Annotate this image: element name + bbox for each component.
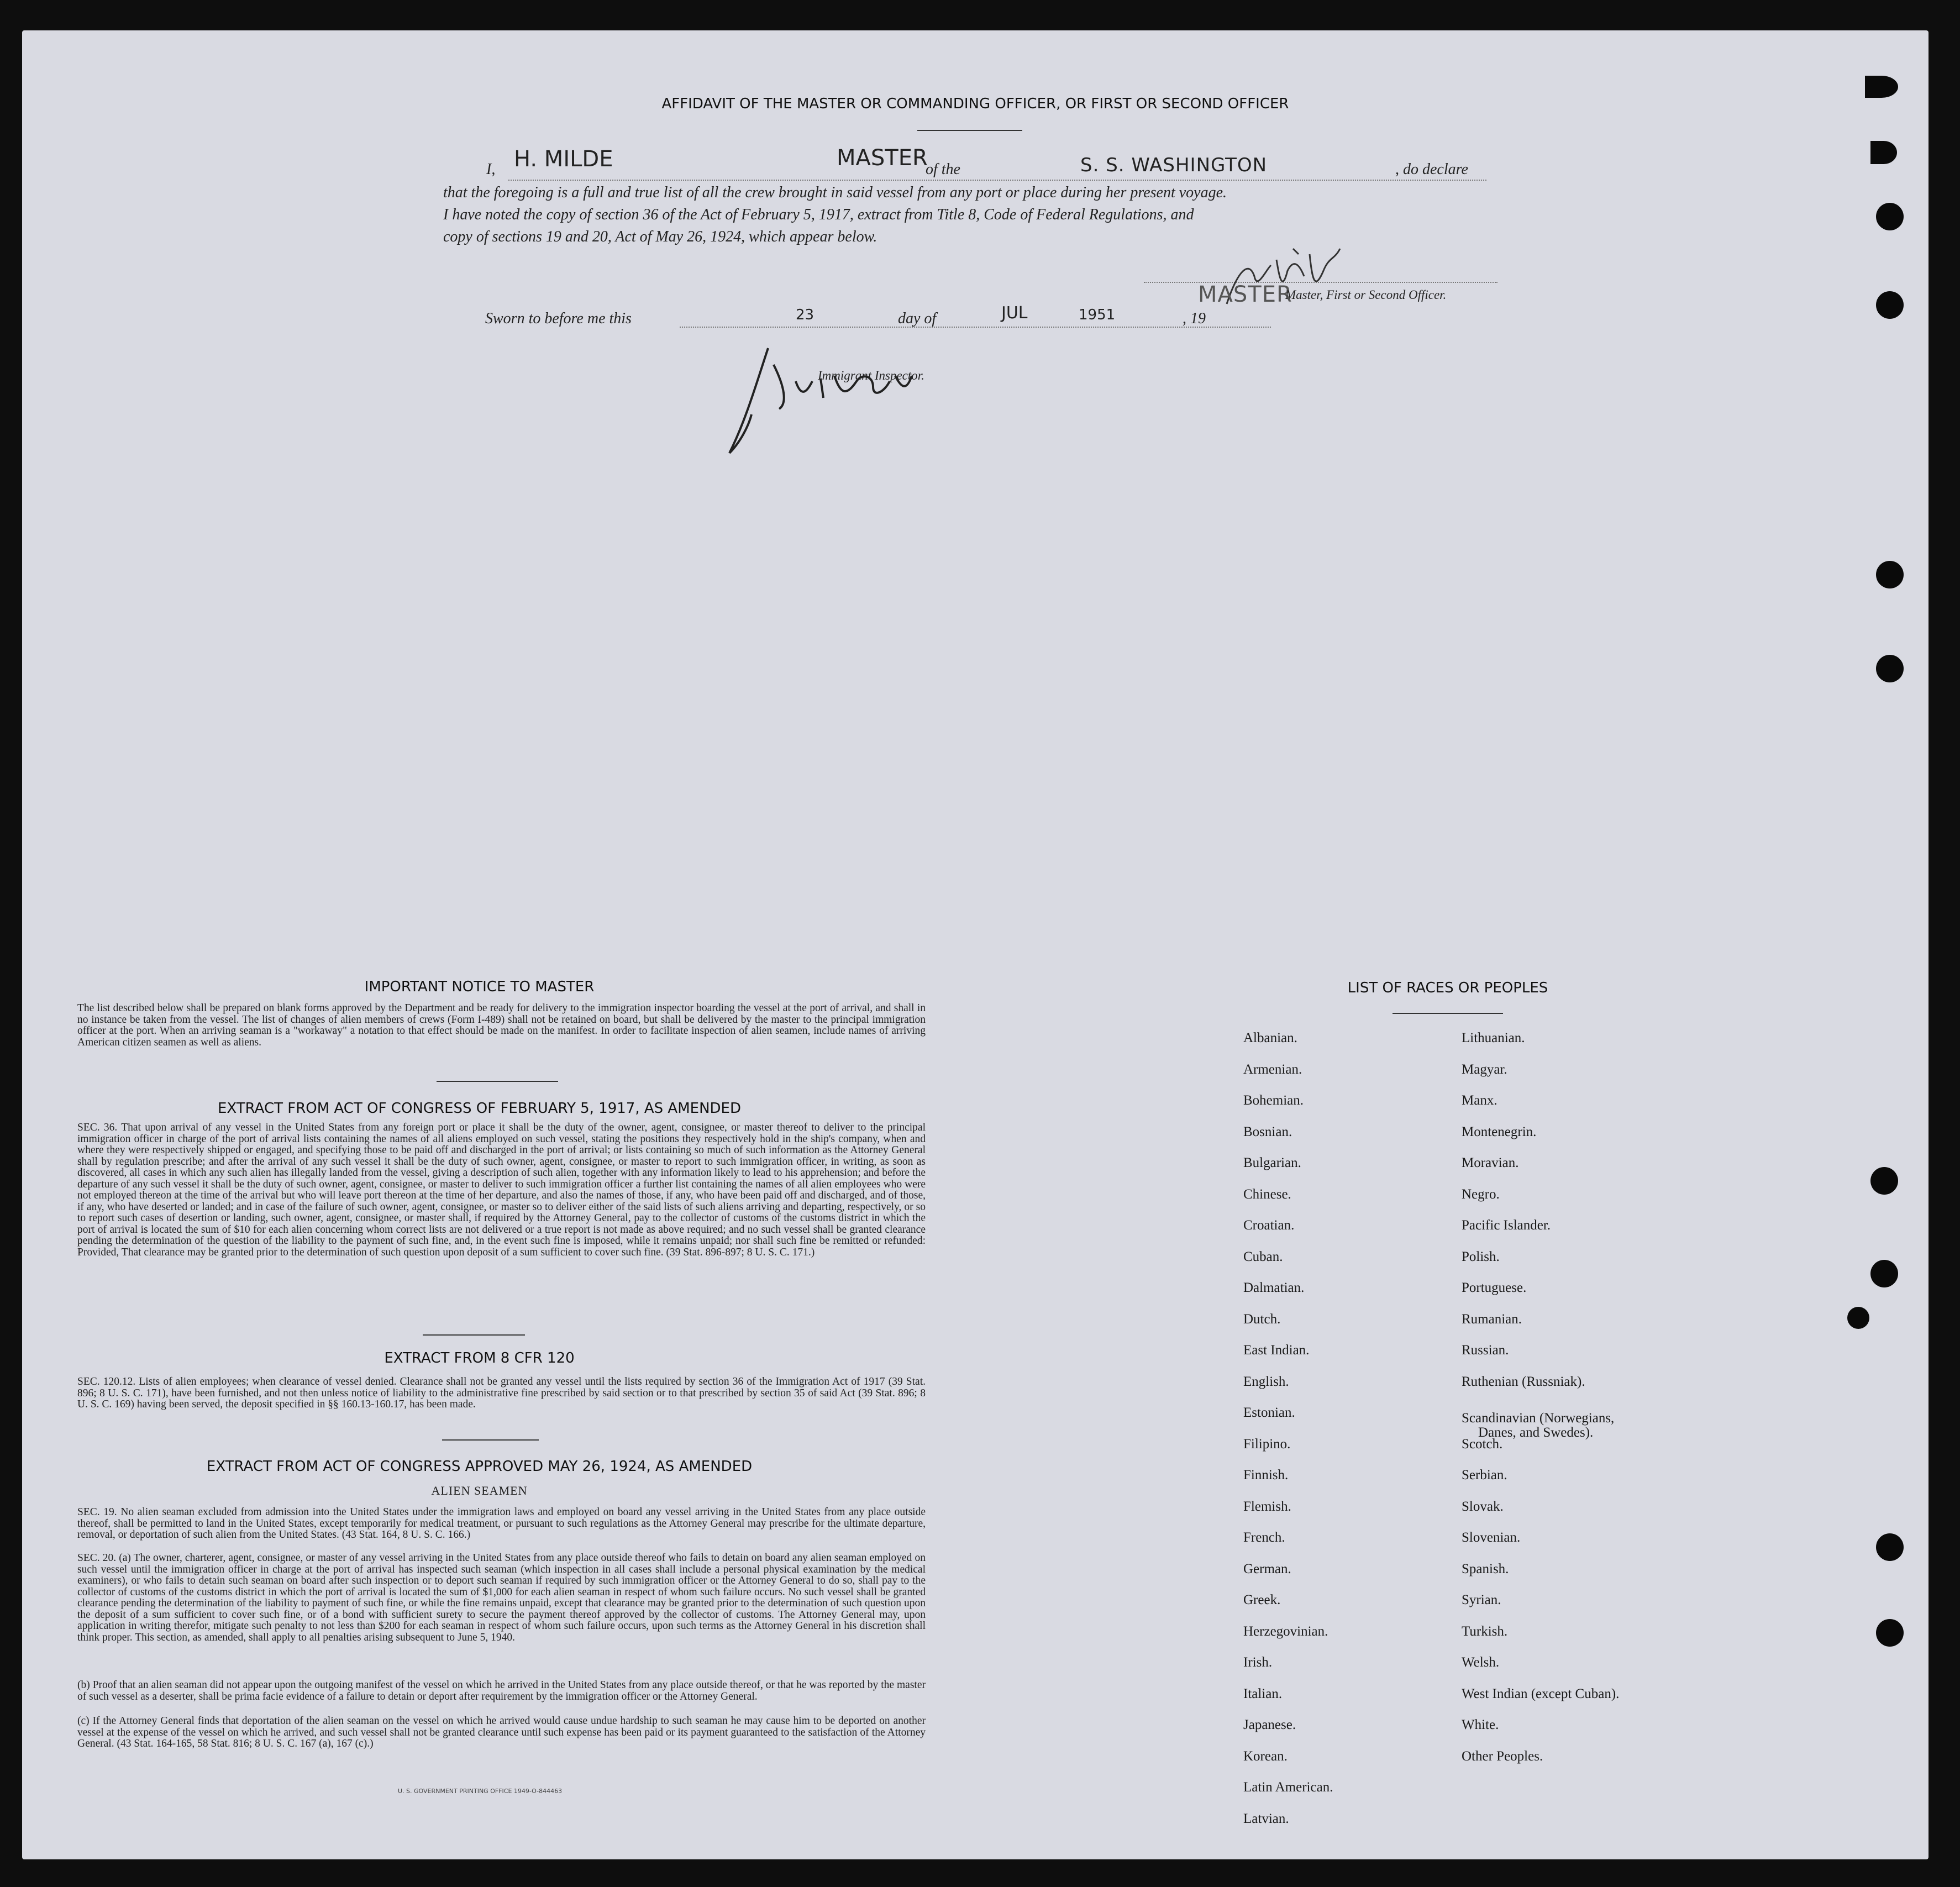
race-item: Slovak.	[1462, 1499, 1504, 1514]
punch-hole	[1876, 1619, 1904, 1647]
day-of-label: day of	[898, 310, 937, 327]
race-item: Polish.	[1462, 1249, 1500, 1264]
section-20a-text: SEC. 20. (a) The owner, charterer, agent, consignee, or master of any vessel arriving in the United States from any place outside thereof who fails to detain on board any alien seaman employed on such vessel until the immigration officer in charge at the port of arrival has inspected such seaman (which inspection in all cases shall include a personal physical examination by the medical examiners), or who fails to detain such seaman on board after such inspection or to deport such seaman if required by such immigration officer or the Attorney General to do so, shall pay to the collector of customs of the customs district in which the port of arrival is located the sum of $1,000 for each alien seaman in respect of whom such failure occurs. No such vessel shall be granted clearance pending the determination of the liability to payment of such fine, or while the fine remains unpaid, except that clearance may be granted prior to the determination of such question upon the deposit of a sum sufficient to cover such fine, or of a bond with sufficient surety to secure the payment thereof approved by the collector of customs. The Attorney General may, upon application in writing therefor, mitigate such penalty to not less than $200 for each seaman in respect of whom such failure occurs, upon such terms as the Attorney General in his discretion shall think proper. This section, as amended, shall apply to all penalties arising subsequent to June 5, 1940.	[77, 1552, 926, 1643]
race-item: Herzegovinian.	[1243, 1623, 1328, 1639]
extract-1924-title: EXTRACT FROM ACT OF CONGRESS APPROVED MAY 26, 1924, AS AMENDED	[206, 1458, 753, 1475]
race-item: Syrian.	[1462, 1592, 1501, 1607]
affidavit-fill-line	[508, 180, 1486, 181]
race-item: Manx.	[1462, 1093, 1497, 1108]
race-item: Italian.	[1243, 1686, 1283, 1701]
race-item: Scandinavian (Norwegians,	[1462, 1411, 1615, 1426]
affidavit-title: AFFIDAVIT OF THE MASTER OR COMMANDING OFFICER, OR FIRST OR SECOND OFFICER	[661, 96, 1289, 112]
race-item: Bohemian.	[1243, 1093, 1304, 1108]
race-item: Latin American.	[1243, 1780, 1333, 1795]
punch-hole	[1870, 1167, 1898, 1195]
race-item: French.	[1243, 1530, 1285, 1545]
races-divider	[1393, 1013, 1503, 1014]
race-item: Finnish.	[1243, 1468, 1289, 1483]
punch-hole	[1847, 1307, 1869, 1329]
cfr-title: EXTRACT FROM 8 CFR 120	[384, 1350, 575, 1366]
cfr-divider	[442, 1439, 539, 1441]
race-item: Danes, and Swedes).	[1478, 1425, 1594, 1440]
master-stamp: MASTER	[1198, 282, 1292, 307]
section-20b-text: (b) Proof that an alien seaman did not appear upon the outgoing manifest of the vessel on which he arrived in the United States from any place outside thereof, or that he was reported by the master of such vessel as a deserter, shall be prima facie evidence of a failure to detain or deport after requirement by the immigration officer or the Attorney General.	[77, 1679, 926, 1702]
race-item: Scotch.	[1462, 1436, 1503, 1452]
race-item: Estonian.	[1243, 1405, 1295, 1420]
section-20c-text: (c) If the Attorney General finds that deportation of the alien seaman on the vessel on which he arrived would cause undue hardship to such seaman he may cause him to be deported on another vessel at the expense of the vessel on which he arrived, and such vessel shall not be granted clearance until such expense has been paid or its payment guaranteed to the satisfaction of the Attorney General. (43 Stat. 164-165, 58 Stat. 816; 8 U. S. C. 167 (a), 167 (c).)	[77, 1715, 926, 1749]
document-page	[22, 30, 1929, 1859]
punch-hole	[1870, 1260, 1898, 1287]
race-item: Other Peoples.	[1462, 1748, 1543, 1764]
race-item: Dalmatian.	[1243, 1280, 1305, 1295]
race-item: Latvian.	[1243, 1811, 1289, 1826]
race-item: Serbian.	[1462, 1468, 1507, 1483]
sworn-year: 1951	[1079, 307, 1116, 323]
race-item: Magyar.	[1462, 1061, 1507, 1077]
races-title: LIST OF RACES OR PEOPLES	[1347, 980, 1548, 996]
race-item: Turkish.	[1462, 1623, 1508, 1639]
master-signature	[1216, 238, 1359, 320]
extract-1924-subtitle: ALIEN SEAMEN	[431, 1484, 528, 1497]
race-item: Montenegrin.	[1462, 1124, 1537, 1139]
race-item: Lithuanian.	[1462, 1031, 1525, 1045]
section-19-text: SEC. 19. No alien seaman excluded from admission into the United States under the immigration laws and employed on board any vessel arriving in the United States from any place outside thereof, shall be permitted to land in the United States, except temporarily for medical treatment, or pursuant to such regulations as the Attorney General may prescribe for the ultimate departure, removal, or deportation of such alien from the United States. (43 Stat. 164, 8 U. S. C. 166.)	[77, 1506, 926, 1541]
race-item: English.	[1243, 1374, 1289, 1389]
affidavit-line-4: copy of sections 19 and 20, Act of May 26, 1924, which appear below.	[443, 228, 877, 245]
race-item: White.	[1462, 1717, 1499, 1732]
inspector-signature	[696, 332, 939, 464]
race-item: Dutch.	[1243, 1311, 1281, 1327]
signature-caption: Master, First or Second Officer.	[1285, 288, 1447, 302]
race-item: Flemish.	[1243, 1499, 1291, 1514]
do-declare-label: , do declare	[1395, 161, 1468, 178]
notice-title: IMPORTANT NOTICE TO MASTER	[364, 979, 595, 995]
race-item: Cuban.	[1243, 1249, 1283, 1264]
race-item: Albanian.	[1243, 1031, 1297, 1045]
race-item: West Indian (except Cuban).	[1462, 1686, 1620, 1701]
race-item: Portuguese.	[1462, 1280, 1527, 1295]
punch-hole	[1876, 1533, 1904, 1561]
race-item: Spanish.	[1462, 1561, 1509, 1576]
notice-text: The list described below shall be prepared on blank forms approved by the Department and be ready for delivery to the immigration inspector boarding the vessel at the port of arrival, and shall in no instance be taken from the vessel. The list of changes of alien members of crews (Form I-489) shall not be retained on board, but shall be delivered by the master to the principal immigration officer at the port. When an arriving seaman is a "workaway" a notation to that effect should be made on the manifest. In order to facilitate inspection of alien seamen, include names of arriving American citizen seamen as well as aliens.	[77, 1002, 926, 1048]
race-item: Croatian.	[1243, 1218, 1295, 1233]
title-divider	[917, 130, 1022, 131]
race-item: Armenian.	[1243, 1061, 1302, 1077]
year-prefix: , 19	[1183, 310, 1206, 327]
race-item: Negro.	[1462, 1186, 1500, 1202]
affidavit-pronoun: I,	[486, 161, 496, 178]
edge-notch	[1865, 76, 1898, 98]
punch-hole	[1876, 203, 1904, 230]
master-name: H. MILDE	[514, 146, 613, 172]
race-item: Bulgarian.	[1243, 1155, 1301, 1170]
race-item: Welsh.	[1462, 1655, 1500, 1670]
sworn-month: JUL	[1001, 303, 1028, 323]
extract-1917-title: EXTRACT FROM ACT OF CONGRESS OF FEBRUARY 5, 1917, AS AMENDED	[217, 1100, 741, 1117]
race-item: Moravian.	[1462, 1155, 1519, 1170]
affidavit-line-2: that the foregoing is a full and true list of all the crew brought in said vessel from any port or place during her present voyage.	[443, 184, 1227, 201]
race-item: Filipino.	[1243, 1436, 1291, 1452]
race-item: Japanese.	[1243, 1717, 1296, 1732]
extract-1917-divider	[423, 1334, 525, 1336]
edge-notch	[1870, 141, 1897, 164]
notice-divider	[437, 1081, 558, 1082]
race-item: Chinese.	[1243, 1186, 1291, 1202]
punch-hole	[1876, 655, 1904, 682]
affidavit-line-3: I have noted the copy of section 36 of the Act of February 5, 1917, extract from Title 8, Code of Federal Regulations, and	[443, 206, 1194, 223]
punch-hole	[1876, 291, 1904, 319]
race-item: Ruthenian (Russniak).	[1462, 1374, 1585, 1389]
race-item: Pacific Islander.	[1462, 1218, 1551, 1233]
race-item: Bosnian.	[1243, 1124, 1292, 1139]
race-item: Greek.	[1243, 1592, 1281, 1607]
cfr-text: SEC. 120.12. Lists of alien employees; when clearance of vessel denied. Clearance shall not be granted any vessel until the lists required by section 36 of the Immigration Act of 1917 (39 Stat. 896; 8 U. S. C. 171), have been furnished, and not then unless notice of liability to the administrative fine prescribed by said section or to that prescribed by section 35 of said Act (39 Stat. 896; 8 U. S. C. 169) having been served, the deposit specified in §§ 160.13-160.17, has been made.	[77, 1376, 926, 1410]
rank-value: MASTER	[837, 145, 928, 171]
inspector-caption: Immigrant Inspector.	[818, 369, 924, 382]
race-item: Rumanian.	[1462, 1311, 1522, 1327]
race-item: Irish.	[1243, 1655, 1273, 1670]
race-item: East Indian.	[1243, 1343, 1310, 1358]
race-item: Russian.	[1462, 1343, 1509, 1358]
of-the-label: of the	[926, 161, 960, 178]
sworn-day: 23	[796, 307, 815, 323]
vessel-name: S. S. WASHINGTON	[1080, 154, 1268, 176]
punch-hole	[1876, 561, 1904, 588]
race-item: German.	[1243, 1561, 1291, 1576]
race-item: Slovenian.	[1462, 1530, 1521, 1545]
sworn-label: Sworn to before me this	[485, 310, 632, 327]
printing-office-footer: U. S. GOVERNMENT PRINTING OFFICE 1949-O-844463	[398, 1788, 563, 1795]
extract-1917-text: SEC. 36. That upon arrival of any vessel in the United States from any foreign port or place it shall be the duty of the owner, agent, consignee, or master thereof to deliver to the principal immigration officer in charge of the port of arrival lists containing the names of all aliens employed on such vessel, stating the positions they respectively hold in the ship's company, when and where they were respectively shipped or engaged, and specifying those to be paid off and discharged in the port of arrival; or lists containing so much of such information as the Attorney General shall by regulation prescribe; and after the arrival of any such vessel it shall be the duty of such owner, agent, consignee, or master to report to such immigration officer, in writing, as soon as discovered, all cases in which any such alien has illegally landed from the vessel, giving a description of such alien, together with any information likely to lead to his apprehension; and before the departure of any such vessel it shall be the duty of such owner, agent, consignee, or master to deliver to such immigration officer a further list containing the names of all alien employees who were not employed thereon at the time of the arrival but who will leave port thereon at the time of her departure, and also the names of those, if any, who have been paid off and discharged, and of those, if any, who have deserted or landed; and in case of the failure of such owner, agent, consignee, or master so to deliver either of the said lists of such aliens arriving and departing, respectively, or so to report such cases of desertion or landing, such owner, agent, consignee, or master shall, if required by the Attorney General, pay to the collector of customs of the customs district in which the port of arrival is located the sum of $10 for each alien concerning whom correct lists are not delivered or a true report is not made as above required; and no such vessel shall be granted clearance pending the determination of the question of the liability to the payment of such fine, and, in the event such fine is imposed, while it remains unpaid; nor shall such fine be remitted or refunded: Provided, That clearance may be granted prior to the determination of such question upon deposit of a sum sufficient to cover such fine. (39 Stat. 896-897; 8 U. S. C. 171.)	[77, 1122, 926, 1258]
race-item: Korean.	[1243, 1748, 1288, 1764]
